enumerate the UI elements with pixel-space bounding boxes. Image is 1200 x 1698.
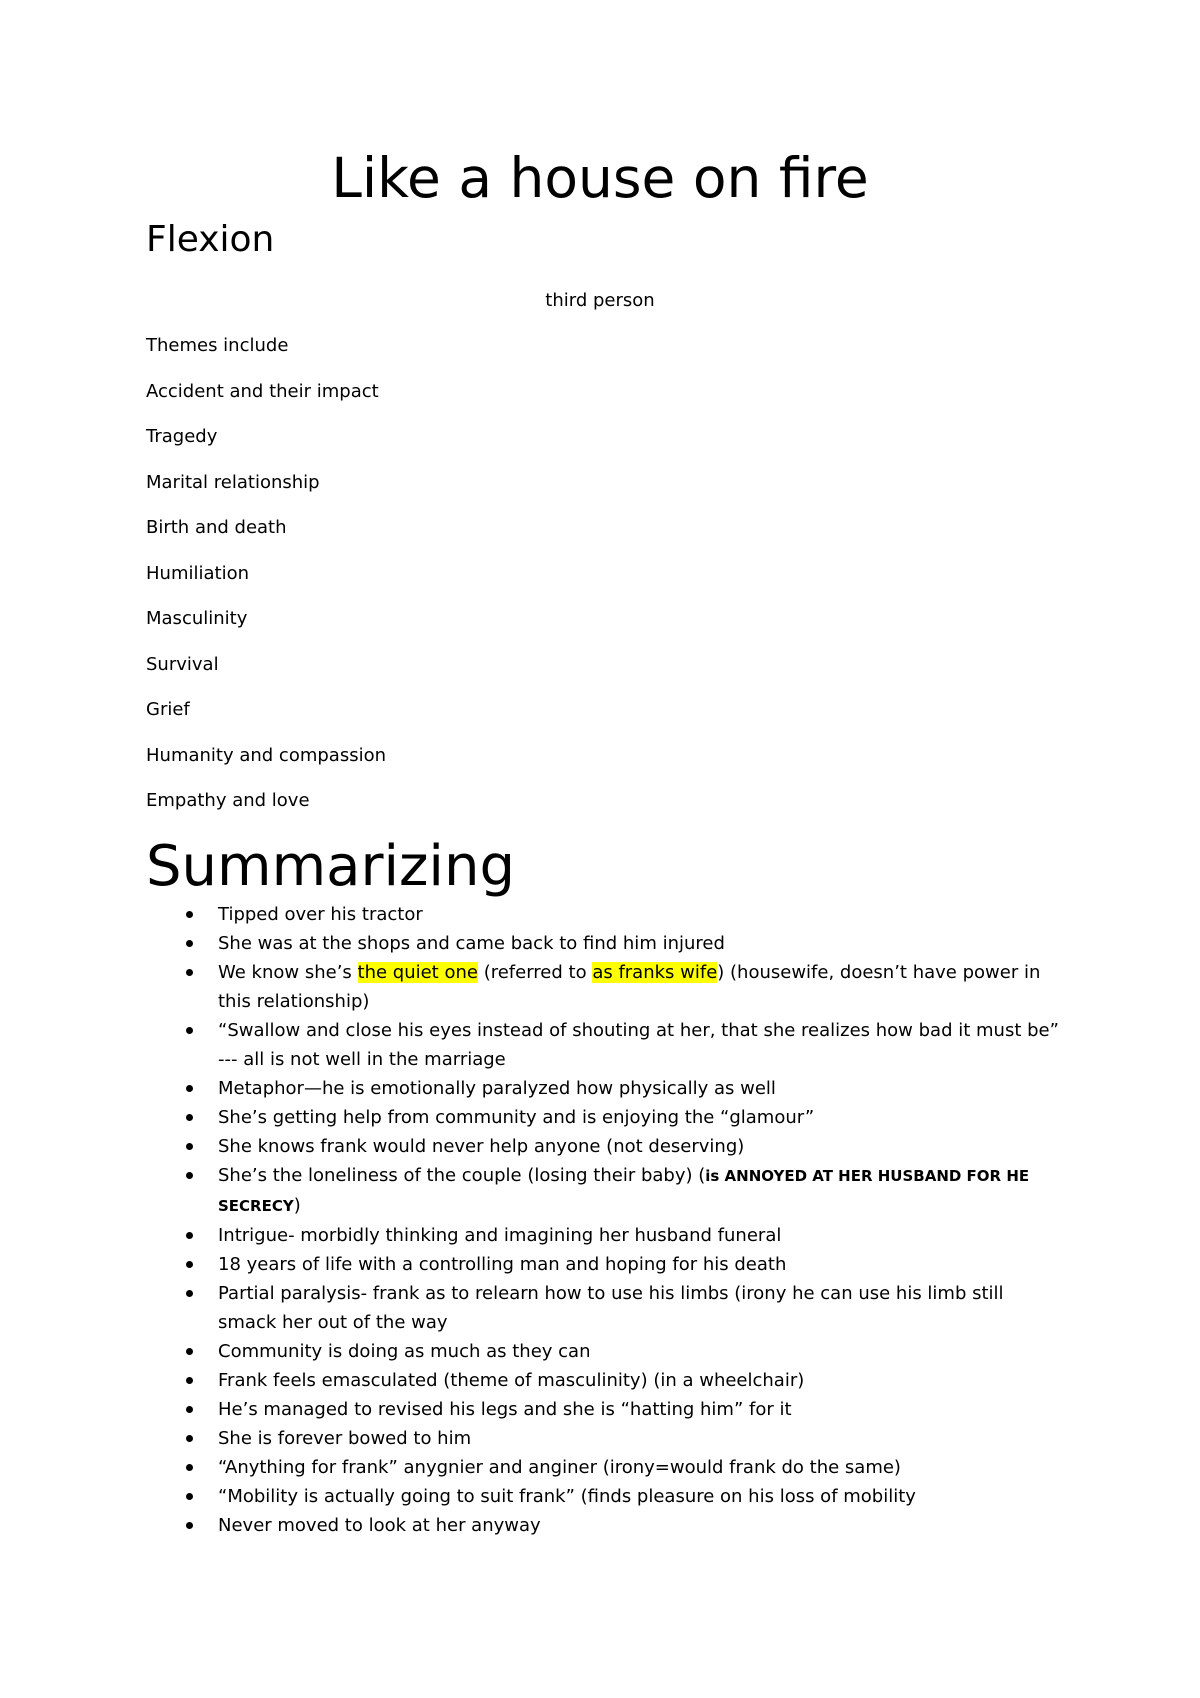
bullet-item: [146, 1366, 1066, 1395]
bullet-text: She was at the shops and came back to find him injured: [218, 933, 725, 954]
bullet-item: [146, 1279, 1066, 1337]
theme-item: Humiliation: [146, 562, 249, 584]
summary-bullet-list: [146, 900, 1066, 1540]
bullet-text: Metaphor—he is emotionally paralyzed how physically as well: [218, 1078, 776, 1099]
document-title: Like a house on fire: [331, 146, 869, 210]
bullet-text: ) (housewife, doesn’t have power in this relationship): [218, 962, 1041, 1012]
bullet-text: Community is doing as much as they can: [218, 1341, 591, 1362]
bullet-item: [146, 1482, 1066, 1511]
bullet-text: ): [293, 1195, 301, 1216]
emphasized-text: is ANNOYED AT HER HUSBAND FOR HE SECRECY: [218, 1167, 1030, 1215]
bullet-text: She’s getting help from community and is enjoying the “glamour”: [218, 1107, 815, 1128]
bullet-item: [146, 1074, 1066, 1103]
bullet-text: She knows frank would never help anyone (not deserving): [218, 1136, 745, 1157]
bullet-text: He’s managed to revised his legs and she is “hatting him” for it: [218, 1399, 792, 1420]
themes-intro: Themes include: [146, 335, 289, 356]
bullet-text: She is forever bowed to him: [218, 1428, 472, 1449]
theme-item: Masculinity: [146, 608, 248, 629]
bullet-item: [146, 1161, 1066, 1221]
highlighted-text: the quiet one: [357, 962, 478, 983]
bullet-item: [146, 958, 1066, 1016]
theme-item: Empathy and love: [146, 790, 310, 811]
themes-list: [146, 334, 386, 835]
bullet-item: [146, 1511, 1066, 1540]
bullet-item: [146, 1424, 1066, 1453]
bullet-text: “Swallow and close his eyes instead of shouting at her, that she realizes how bad it must be” --- all is not well in the marriage: [218, 1020, 1059, 1070]
bullet-item: [146, 900, 1066, 929]
bullet-item: [146, 929, 1066, 958]
bullet-text: “Anything for frank” anygnier and anginer (irony=would frank do the same): [218, 1457, 901, 1478]
bullet-text: 18 years of life with a controlling man and hoping for his death: [218, 1254, 787, 1275]
bullet-text: Partial paralysis- frank as to relearn how to use his limbs (irony he can use his limb still smack her out of the way: [218, 1283, 1004, 1333]
theme-item: Tragedy: [146, 426, 218, 447]
bullet-text: Frank feels emasculated (theme of masculinity) (in a wheelchair): [218, 1370, 805, 1391]
theme-item: Grief: [146, 699, 190, 720]
bullet-item: [146, 1221, 1066, 1250]
section-heading-flexion: Flexion: [146, 219, 275, 260]
bullet-item: [146, 1103, 1066, 1132]
theme-item: Humanity and compassion: [146, 744, 387, 766]
theme-item: Survival: [146, 653, 219, 675]
bullet-item: [146, 1132, 1066, 1161]
bullet-text: Intrigue- morbidly thinking and imagining her husband funeral: [218, 1225, 782, 1246]
theme-item: Marital relationship: [146, 471, 320, 493]
highlighted-text: as franks wife: [592, 962, 718, 983]
bullet-text: “Mobility is actually going to suit frank” (finds pleasure on his loss of mobility: [218, 1486, 916, 1507]
bullet-text: We know she’s: [218, 962, 358, 983]
bullet-item: [146, 1016, 1066, 1074]
bullet-text: (referred to: [477, 962, 593, 983]
section-heading-summarizing: Summarizing: [146, 834, 516, 899]
bullet-item: [146, 1250, 1066, 1279]
bullet-text: Tipped over his tractor: [218, 904, 423, 925]
bullet-item: [146, 1337, 1066, 1366]
bullet-item: [146, 1395, 1066, 1424]
theme-item: Accident and their impact: [146, 380, 379, 402]
theme-item: Birth and death: [146, 517, 287, 538]
bullet-item: [146, 1453, 1066, 1482]
bullet-text: She’s the loneliness of the couple (losing their baby) (: [218, 1165, 706, 1186]
narration-line: third person: [545, 290, 655, 311]
bullet-text: Never moved to look at her anyway: [218, 1515, 541, 1536]
